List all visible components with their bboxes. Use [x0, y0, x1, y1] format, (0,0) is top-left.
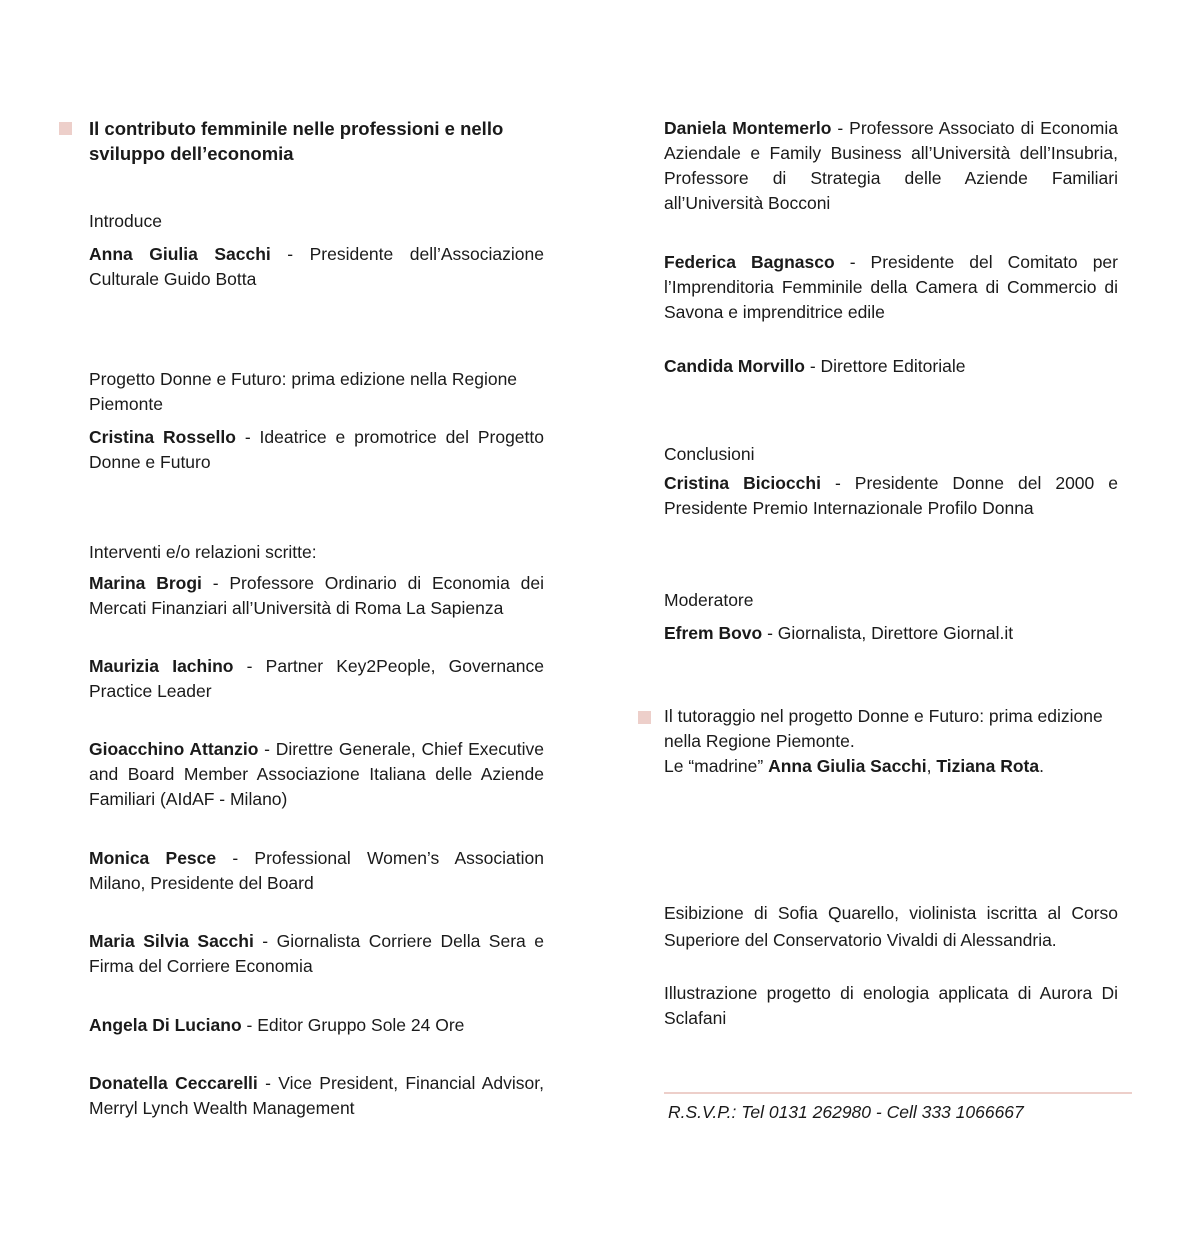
speaker-entry [89, 654, 544, 704]
speaker-role: - Professore Associato di Economia Aziendale e Family Business all’Università dell’Insubria, Professore di Strategia delle Aziende Familiari all’Università Bocconi [664, 118, 1118, 213]
introduce-entry [89, 242, 544, 292]
madrina-name: Tiziana Rota [936, 756, 1040, 776]
madrine-prefix: Le “madrine” [664, 756, 769, 776]
progetto-label: Progetto Donne e Futuro: prima edizione nella Regione Piemonte [89, 369, 518, 414]
speaker-name: Maria Silvia Sacchi [89, 931, 254, 951]
tutoraggio-text: Il tutoraggio nel progetto Donne e Futuro: prima edizione nella Regione Piemonte. [664, 706, 1103, 751]
progetto-entry [89, 425, 544, 475]
speaker-name: Anna Giulia Sacchi [89, 244, 271, 264]
speaker-name: Monica Pesce [89, 848, 217, 868]
divider-line [664, 1092, 1132, 1094]
madrine-end: . [1039, 756, 1044, 776]
speaker-name: Maurizia Iachino [89, 656, 234, 676]
speaker-entry [89, 1013, 544, 1038]
interventi-label: Interventi e/o relazioni scritte: [89, 542, 317, 562]
conclusioni-entry [664, 471, 1118, 521]
speaker-role: - Presidente del Comitato per l’Imprenditoria Femminile della Camera di Commercio di Savona e imprenditrice edile [664, 252, 1118, 322]
speaker-name: Cristina Rossello [89, 427, 236, 447]
speaker-name: Candida Morvillo [664, 356, 805, 376]
speaker-role: - Giornalista, Direttore Giornal.it [762, 623, 1014, 643]
speaker-name: Angela Di Luciano [89, 1015, 242, 1035]
speaker-name: Federica Bagnasco [664, 252, 835, 272]
speaker-role: - Direttore Editoriale [804, 356, 966, 376]
speaker-entry [89, 1071, 544, 1121]
moderatore-entry [664, 621, 1118, 646]
speaker-name: Cristina Biciocchi [664, 473, 821, 493]
speaker-role: - Presidente dell’Associazione Culturale Guido Botta [89, 244, 544, 289]
moderatore-label: Moderatore [664, 590, 754, 610]
speaker-role: - Giornalista Corriere Della Sera e Firma del Corriere Economia [89, 931, 544, 976]
esibizione-text: Esibizione di Sofia Quarello, violinista iscritta al Corso Superiore del Conservatorio Vivaldi di Alessandria. [664, 903, 1118, 950]
speaker-entry [89, 846, 544, 896]
speaker-role: - Direttre Generale, Chief Executive and Board Member Associazione Italiana delle Aziende Familiari (AIdAF - Milano) [89, 739, 544, 809]
conclusioni-label: Conclusioni [664, 444, 755, 464]
speaker-name: Gioacchino Attanzio [89, 739, 259, 759]
speaker-entry [664, 354, 1118, 379]
madrine-separator: , [926, 756, 937, 776]
section-bullet-icon [638, 711, 651, 724]
speaker-role: - Ideatrice e promotrice del Progetto Donne e Futuro [89, 427, 544, 472]
speaker-role: - Presidente Donne del 2000 e Presidente Premio Internazionale Profilo Donna [664, 473, 1118, 518]
madrine-line [664, 754, 1118, 779]
speaker-role: - Partner Key2People, Governance Practice Leader [89, 656, 544, 701]
speaker-role: - Professore Ordinario di Economia dei Mercati Finanziari all’Università di Roma La Sapienza [89, 573, 544, 618]
madrina-name: Anna Giulia Sacchi [768, 756, 927, 776]
speaker-name: Efrem Bovo [664, 623, 763, 643]
speaker-entry [89, 571, 544, 621]
rsvp-line: R.S.V.P.: Tel 0131 262980 - Cell 333 1066667 [668, 1102, 1024, 1122]
speaker-name: Marina Brogi [89, 573, 202, 593]
speaker-entry [89, 929, 544, 979]
speaker-role: - Editor Gruppo Sole 24 Ore [241, 1015, 465, 1035]
section-title: Il contributo femminile nelle professioni e nello sviluppo dell’economia [89, 118, 504, 164]
introduce-label: Introduce [89, 211, 162, 231]
speaker-role: - Vice President, Financial Advisor, Merryl Lynch Wealth Management [89, 1073, 544, 1118]
speaker-name: Daniela Montemerlo [664, 118, 832, 138]
speaker-entry [664, 250, 1118, 325]
section-bullet-icon [59, 122, 72, 135]
speaker-role: - Professional Women’s Association Milano, Presidente del Board [89, 848, 545, 893]
speaker-name: Donatella Ceccarelli [89, 1073, 258, 1093]
speaker-entry [664, 116, 1118, 216]
illustrazione-text: Illustrazione progetto di enologia applicata di Aurora Di Sclafani [664, 983, 1118, 1028]
speaker-entry [89, 737, 544, 812]
